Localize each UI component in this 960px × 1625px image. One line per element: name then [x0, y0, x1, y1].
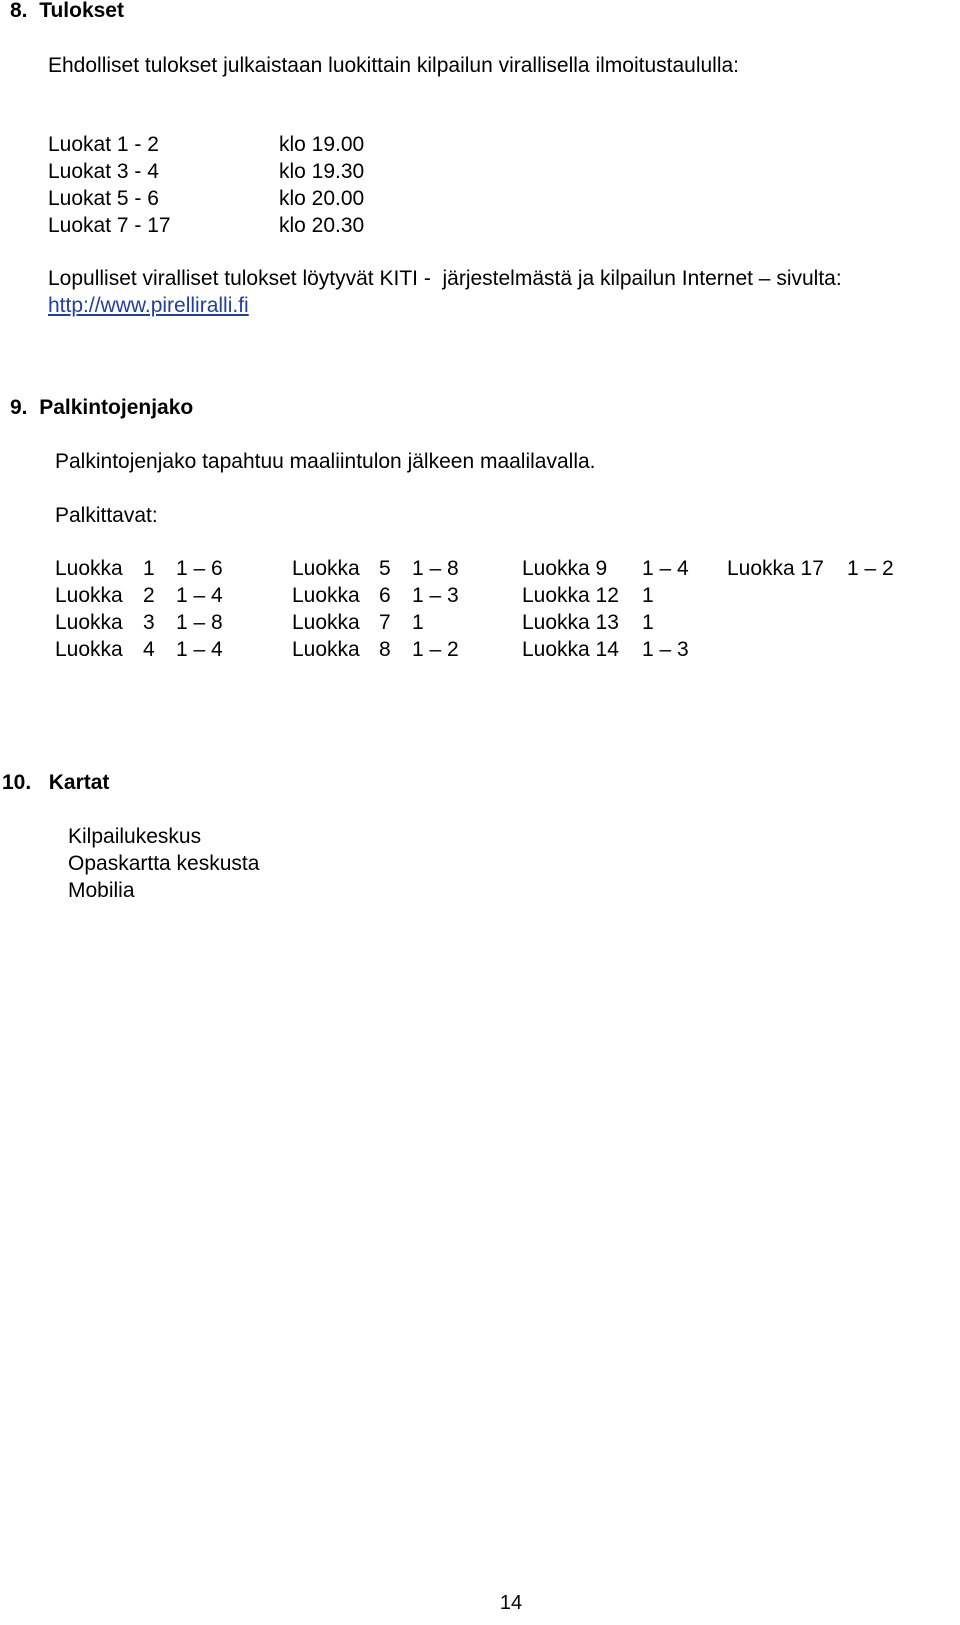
schedule-time: klo 20.30	[279, 214, 365, 237]
award-label: Luokka	[292, 611, 360, 634]
page-number: 14	[499, 1592, 523, 1614]
award-places: 1 – 4	[642, 557, 689, 580]
award-places: 1 – 2	[847, 557, 894, 580]
award-ceremony-text: Palkintojenjako tapahtuu maaliintulon jälkeen maalilavalla.	[55, 450, 596, 473]
award-label: Luokka	[292, 638, 360, 661]
section-title: Tulokset	[39, 0, 124, 22]
award-places: 1 – 3	[642, 638, 689, 661]
awarded-label: Palkittavat:	[55, 504, 158, 527]
award-label: Luokka 9	[522, 557, 608, 580]
schedule-classes: Luokat 3 - 4	[48, 160, 159, 183]
award-label: Luokka	[55, 611, 123, 634]
awards-row	[0, 555, 960, 582]
award-class-number: 6	[379, 584, 391, 607]
award-label: Luokka 17	[727, 557, 824, 580]
award-places: 1 – 4	[176, 638, 223, 661]
award-class-number: 3	[143, 611, 155, 634]
award-label: Luokka 13	[522, 611, 619, 634]
award-places: 1	[642, 584, 654, 607]
schedule-time: klo 20.00	[279, 187, 365, 210]
section-number: 9.	[10, 396, 28, 419]
award-label: Luokka	[55, 638, 123, 661]
awards-row	[0, 609, 960, 636]
section-10-heading	[2, 769, 109, 796]
final-results-text: Lopulliset viralliset tulokset löytyvät KITI - järjestelmästä ja kilpailun Internet – sivulta:	[48, 267, 842, 290]
award-places: 1 – 6	[176, 557, 223, 580]
award-label: Luokka 14	[522, 638, 619, 661]
schedule-classes: Luokat 1 - 2	[48, 133, 159, 156]
section-number: 8.	[10, 0, 28, 22]
award-class-number: 2	[143, 584, 155, 607]
award-label: Luokka	[55, 584, 123, 607]
schedule-time: klo 19.00	[279, 133, 365, 156]
map-item: Mobilia	[68, 879, 135, 902]
award-label: Luokka 12	[522, 584, 619, 607]
map-item: Opaskartta keskusta	[68, 852, 260, 875]
award-places: 1	[412, 611, 424, 634]
award-class-number: 8	[379, 638, 391, 661]
award-places: 1 – 3	[412, 584, 459, 607]
awards-row	[0, 582, 960, 609]
schedule-classes: Luokat 5 - 6	[48, 187, 159, 210]
section-title: Palkintojenjako	[39, 396, 194, 419]
award-class-number: 1	[143, 557, 155, 580]
award-class-number: 5	[379, 557, 391, 580]
award-label: Luokka	[292, 584, 360, 607]
map-item: Kilpailukeskus	[68, 825, 202, 848]
award-places: 1 – 2	[412, 638, 459, 661]
award-label: Luokka	[55, 557, 123, 580]
section-8-heading	[10, 0, 124, 24]
award-places: 1	[642, 611, 654, 634]
award-class-number: 4	[143, 638, 155, 661]
section-title: Kartat	[48, 771, 110, 794]
section-number: 10.	[2, 771, 32, 794]
award-places: 1 – 4	[176, 584, 223, 607]
schedule-classes: Luokat 7 - 17	[48, 214, 171, 237]
schedule-time: klo 19.30	[279, 160, 365, 183]
awards-row	[0, 636, 960, 663]
results-link[interactable]: http://www.pirelliralli.fi	[48, 294, 249, 317]
section-9-heading	[10, 394, 193, 421]
award-places: 1 – 8	[412, 557, 459, 580]
award-class-number: 7	[379, 611, 391, 634]
award-places: 1 – 8	[176, 611, 223, 634]
award-label: Luokka	[292, 557, 360, 580]
results-intro: Ehdolliset tulokset julkaistaan luokittain kilpailun virallisella ilmoitustaululla:	[48, 54, 740, 77]
